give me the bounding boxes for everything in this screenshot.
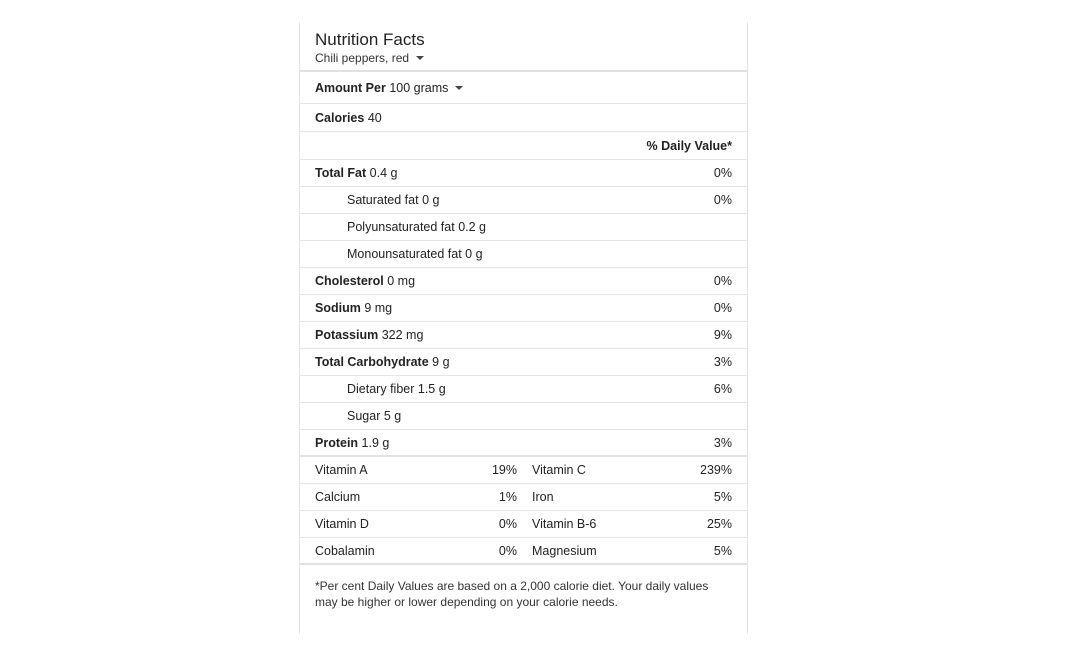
nutrient-dv: 0% (713, 166, 732, 180)
vitamin-row (300, 457, 747, 484)
nutrient-row-cholesterol (300, 268, 747, 295)
nutrient-label: Protein (315, 435, 359, 450)
nutrient-amount: 5 g (383, 409, 402, 423)
nutrient-row-sugar (300, 403, 747, 430)
nutrient-label: Total Carbohydrate (315, 355, 429, 369)
nutrient-amount: 322 mg (381, 328, 424, 342)
vitamin-name: Calcium (315, 490, 361, 504)
calories-label: Calories (315, 110, 365, 125)
chevron-down-icon (455, 86, 463, 90)
amount-label: Amount Per (315, 80, 386, 95)
nutrient-row-potassium (300, 322, 747, 349)
nutrient-amount: 0 g (422, 193, 440, 207)
chevron-down-icon (416, 56, 424, 60)
daily-value-header-row (300, 132, 747, 160)
vitamin-name: Vitamin C (532, 463, 586, 477)
vitamin-dv: 19% (491, 463, 517, 477)
nutrient-label: Sodium (315, 301, 361, 315)
serving-selector[interactable] (315, 81, 463, 95)
nutrient-label: Potassium (315, 328, 379, 342)
vitamin-row (300, 538, 747, 565)
vitamin-dv: 1% (498, 490, 517, 504)
nutrient-row-polyunsaturated-fat (300, 214, 747, 241)
nutrient-label: Cholesterol (315, 274, 384, 288)
nutrient-amount: 0 g (465, 247, 483, 261)
vitamin-name: Vitamin B-6 (532, 517, 597, 531)
vitamin-name: Cobalamin (315, 543, 375, 558)
vitamin-dv: 0% (498, 517, 517, 531)
nutrient-dv: 0% (713, 301, 732, 315)
serving-size: 100 grams (389, 80, 449, 95)
footnote: *Per cent Daily Values are based on a 2,000 calorie diet. Your daily values may be higher or lower depending on your calorie needs. (315, 579, 709, 609)
nutrient-amount: 9 mg (364, 301, 393, 315)
serving-row (300, 72, 747, 104)
daily-value-header: % Daily Value* (646, 138, 732, 153)
nutrient-amount: 0.2 g (458, 220, 487, 234)
vitamin-name: Magnesium (532, 543, 597, 558)
nutrient-amount: 1.5 g (417, 382, 446, 396)
food-selector[interactable] (315, 51, 424, 65)
calories-row (300, 104, 747, 132)
nutrient-label: Polyunsaturated fat (347, 220, 455, 234)
nutrient-dv: 0% (713, 274, 732, 288)
nutrient-label: Monounsaturated fat (347, 247, 462, 261)
vitamin-name: Iron (532, 490, 554, 504)
nutrient-row-dietary-fiber (300, 376, 747, 403)
nutrient-amount: 9 g (432, 355, 450, 369)
nutrient-row-sodium (300, 295, 747, 322)
vitamin-dv: 5% (713, 543, 732, 558)
nutrient-label: Sugar (347, 409, 381, 423)
nutrient-label: Dietary fiber (347, 382, 415, 396)
nutrient-label: Total Fat (315, 166, 367, 180)
nutrient-row-total-carbohydrate (300, 349, 747, 376)
vitamin-row (300, 484, 747, 511)
vitamin-dv: 5% (713, 490, 732, 504)
nutrient-dv: 0% (713, 193, 732, 207)
vitamin-row (300, 511, 747, 538)
nutrient-row-total-fat (300, 160, 747, 187)
nutrient-row-protein (300, 430, 747, 457)
panel-title: Nutrition Facts (315, 30, 425, 49)
food-name: Chili peppers, red (315, 51, 410, 65)
vitamin-dv: 25% (706, 517, 732, 531)
nutrient-amount: 0.4 g (369, 166, 398, 180)
panel-header (300, 22, 747, 72)
nutrient-amount: 0 mg (387, 274, 416, 288)
nutrient-row-monounsaturated-fat (300, 241, 747, 268)
nutrient-row-saturated-fat (300, 187, 747, 214)
vitamin-name: Vitamin D (315, 517, 369, 531)
vitamin-name: Vitamin A (315, 463, 368, 477)
nutrient-dv: 6% (713, 382, 732, 396)
nutrition-facts-panel (299, 22, 748, 634)
vitamin-dv: 239% (700, 463, 732, 477)
nutrient-dv: 3% (713, 435, 732, 450)
nutrient-dv: 9% (713, 328, 732, 342)
nutrient-dv: 3% (713, 355, 732, 369)
calories-value: 40 (367, 110, 382, 125)
nutrient-amount: 1.9 g (361, 435, 390, 450)
nutrient-label: Saturated fat (347, 193, 419, 207)
vitamin-dv: 0% (498, 543, 517, 558)
